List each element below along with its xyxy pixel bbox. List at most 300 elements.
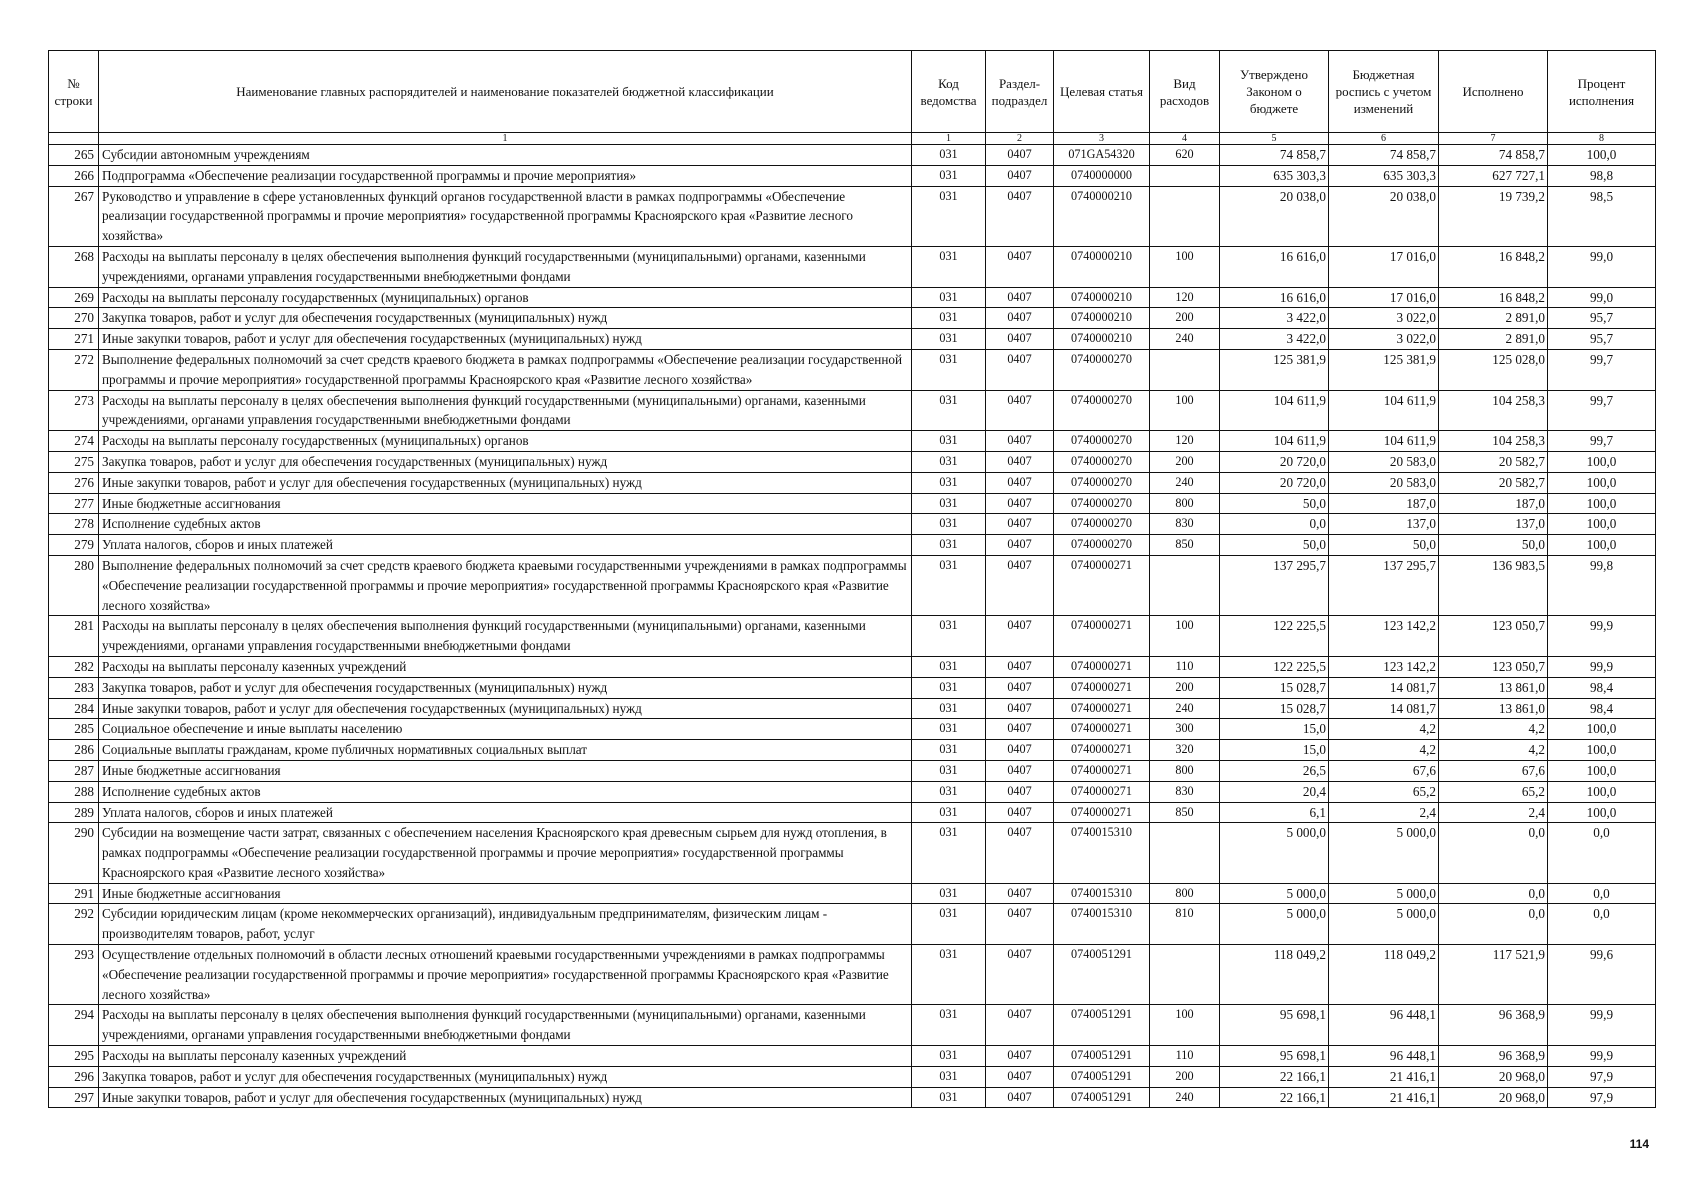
row-department-code: 031 — [912, 431, 986, 452]
row-section: 0407 — [986, 451, 1054, 472]
row-name: Иные бюджетные ассигнования — [99, 493, 912, 514]
header-approved: Утверждено Законом о бюджете — [1220, 51, 1329, 133]
row-number: 275 — [49, 451, 99, 472]
row-percent: 100,0 — [1548, 740, 1656, 761]
row-budget-schedule: 5 000,0 — [1329, 904, 1439, 945]
row-section: 0407 — [986, 165, 1054, 186]
row-executed: 13 861,0 — [1439, 698, 1548, 719]
row-section: 0407 — [986, 883, 1054, 904]
row-executed: 50,0 — [1439, 535, 1548, 556]
row-budget-schedule: 187,0 — [1329, 493, 1439, 514]
row-percent: 99,7 — [1548, 431, 1656, 452]
row-percent: 97,9 — [1548, 1087, 1656, 1108]
row-approved: 50,0 — [1220, 535, 1329, 556]
row-department-code: 031 — [912, 677, 986, 698]
row-budget-schedule: 104 611,9 — [1329, 431, 1439, 452]
row-executed: 2 891,0 — [1439, 308, 1548, 329]
page-number: 114 — [1629, 1137, 1649, 1151]
row-approved: 137 295,7 — [1220, 555, 1329, 615]
header-expense-type: Вид расходов — [1150, 51, 1220, 133]
row-department-code: 031 — [912, 246, 986, 287]
row-department-code: 031 — [912, 390, 986, 431]
row-number: 293 — [49, 945, 99, 1005]
row-name: Исполнение судебных актов — [99, 514, 912, 535]
row-executed: 96 368,9 — [1439, 1046, 1548, 1067]
row-expense-type: 320 — [1150, 740, 1220, 761]
row-target-item: 0740000270 — [1054, 431, 1150, 452]
row-number: 270 — [49, 308, 99, 329]
row-approved: 20 720,0 — [1220, 451, 1329, 472]
row-name: Руководство и управление в сфере установленных функций органов государственной власти в рамках подпрограммы «Обеспечение реализации государственной программы и прочие мероприятия» государственной программы Красноярского края «Развитие лесного хозяйства» — [99, 186, 912, 246]
row-percent: 98,4 — [1548, 677, 1656, 698]
row-budget-schedule: 123 142,2 — [1329, 656, 1439, 677]
row-percent: 99,9 — [1548, 656, 1656, 677]
row-section: 0407 — [986, 514, 1054, 535]
row-department-code: 031 — [912, 555, 986, 615]
row-executed: 136 983,5 — [1439, 555, 1548, 615]
row-percent: 100,0 — [1548, 451, 1656, 472]
table-row — [49, 677, 1656, 698]
table-body — [49, 145, 1656, 1108]
row-section: 0407 — [986, 719, 1054, 740]
row-name: Закупка товаров, работ и услуг для обеспечения государственных (муниципальных) нужд — [99, 451, 912, 472]
row-executed: 20 968,0 — [1439, 1066, 1548, 1087]
row-executed: 74 858,7 — [1439, 145, 1548, 166]
row-executed: 627 727,1 — [1439, 165, 1548, 186]
row-target-item: 0740000270 — [1054, 493, 1150, 514]
row-name: Расходы на выплаты персоналу в целях обеспечения выполнения функций государственными (муниципальными) органами, казенными учреждениями, органами управления государственными внебюджетными фондами — [99, 1005, 912, 1046]
row-executed: 123 050,7 — [1439, 656, 1548, 677]
row-executed: 4,2 — [1439, 719, 1548, 740]
table-row — [49, 451, 1656, 472]
row-name: Исполнение судебных актов — [99, 781, 912, 802]
row-approved: 95 698,1 — [1220, 1005, 1329, 1046]
row-section: 0407 — [986, 656, 1054, 677]
row-number: 290 — [49, 823, 99, 883]
row-executed: 16 848,2 — [1439, 246, 1548, 287]
row-expense-type: 800 — [1150, 883, 1220, 904]
row-percent: 100,0 — [1548, 145, 1656, 166]
row-expense-type: 830 — [1150, 514, 1220, 535]
row-expense-type — [1150, 823, 1220, 883]
row-budget-schedule: 65,2 — [1329, 781, 1439, 802]
table-row — [49, 823, 1656, 883]
row-number: 271 — [49, 329, 99, 350]
row-target-item: 0740051291 — [1054, 1066, 1150, 1087]
row-expense-type: 200 — [1150, 308, 1220, 329]
row-expense-type — [1150, 945, 1220, 1005]
row-target-item: 0740000270 — [1054, 451, 1150, 472]
row-expense-type: 100 — [1150, 246, 1220, 287]
row-expense-type: 830 — [1150, 781, 1220, 802]
row-number: 280 — [49, 555, 99, 615]
row-approved: 104 611,9 — [1220, 390, 1329, 431]
row-percent: 99,0 — [1548, 246, 1656, 287]
row-name: Субсидии на возмещение части затрат, связанных с обеспечением населения Красноярского края древесным сырьем для нужд отопления, в рамках подпрограммы «Обеспечение реализации государственной программы и прочие мероприятия» государственной программы Красноярского края «Развитие лесного хозяйства» — [99, 823, 912, 883]
table-row — [49, 802, 1656, 823]
row-expense-type — [1150, 186, 1220, 246]
row-number: 297 — [49, 1087, 99, 1108]
row-expense-type: 240 — [1150, 1087, 1220, 1108]
row-target-item: 071GA54320 — [1054, 145, 1150, 166]
row-budget-schedule: 123 142,2 — [1329, 616, 1439, 657]
row-department-code: 031 — [912, 656, 986, 677]
column-number: 7 — [1439, 133, 1548, 145]
row-target-item: 0740000271 — [1054, 719, 1150, 740]
row-name: Иные бюджетные ассигнования — [99, 760, 912, 781]
row-budget-schedule: 96 448,1 — [1329, 1005, 1439, 1046]
row-percent: 99,7 — [1548, 390, 1656, 431]
row-target-item: 0740051291 — [1054, 1087, 1150, 1108]
row-target-item: 0740051291 — [1054, 1005, 1150, 1046]
row-approved: 20 038,0 — [1220, 186, 1329, 246]
row-approved: 0,0 — [1220, 514, 1329, 535]
row-approved: 15 028,7 — [1220, 677, 1329, 698]
row-executed: 104 258,3 — [1439, 390, 1548, 431]
row-approved: 5 000,0 — [1220, 823, 1329, 883]
row-number: 268 — [49, 246, 99, 287]
row-percent: 99,9 — [1548, 1046, 1656, 1067]
row-name: Выполнение федеральных полномочий за счет средств краевого бюджета в рамках подпрограммы «Обеспечение реализации государственной программы и прочие мероприятия» государственной программы Красноярского края «Развитие лесного хозяйства» — [99, 349, 912, 390]
row-executed: 20 582,7 — [1439, 472, 1548, 493]
row-department-code: 031 — [912, 514, 986, 535]
row-approved: 3 422,0 — [1220, 329, 1329, 350]
row-number: 295 — [49, 1046, 99, 1067]
row-expense-type: 240 — [1150, 472, 1220, 493]
row-number: 292 — [49, 904, 99, 945]
row-target-item: 0740000270 — [1054, 472, 1150, 493]
table-row — [49, 431, 1656, 452]
row-percent: 99,0 — [1548, 287, 1656, 308]
row-name: Иные бюджетные ассигнования — [99, 883, 912, 904]
header-row-number: № строки — [49, 51, 99, 133]
row-number: 267 — [49, 186, 99, 246]
row-executed: 137,0 — [1439, 514, 1548, 535]
row-target-item: 0740000271 — [1054, 656, 1150, 677]
row-department-code: 031 — [912, 308, 986, 329]
row-approved: 15,0 — [1220, 719, 1329, 740]
row-target-item: 0740000271 — [1054, 740, 1150, 761]
row-executed: 0,0 — [1439, 904, 1548, 945]
row-approved: 122 225,5 — [1220, 656, 1329, 677]
row-approved: 5 000,0 — [1220, 904, 1329, 945]
row-department-code: 031 — [912, 1046, 986, 1067]
row-target-item: 0740000271 — [1054, 616, 1150, 657]
row-number: 282 — [49, 656, 99, 677]
row-expense-type: 120 — [1150, 431, 1220, 452]
row-number: 296 — [49, 1066, 99, 1087]
row-budget-schedule: 137,0 — [1329, 514, 1439, 535]
column-number: 6 — [1329, 133, 1439, 145]
row-target-item: 0740000210 — [1054, 246, 1150, 287]
row-budget-schedule: 125 381,9 — [1329, 349, 1439, 390]
row-percent: 99,7 — [1548, 349, 1656, 390]
row-number: 274 — [49, 431, 99, 452]
row-expense-type — [1150, 165, 1220, 186]
row-percent: 98,5 — [1548, 186, 1656, 246]
row-section: 0407 — [986, 823, 1054, 883]
row-target-item: 0740000271 — [1054, 802, 1150, 823]
column-number-row — [49, 133, 1656, 145]
row-number: 266 — [49, 165, 99, 186]
row-section: 0407 — [986, 904, 1054, 945]
row-number: 289 — [49, 802, 99, 823]
row-section: 0407 — [986, 1005, 1054, 1046]
row-name: Иные закупки товаров, работ и услуг для обеспечения государственных (муниципальных) нужд — [99, 329, 912, 350]
header-target-item: Целевая статья — [1054, 51, 1150, 133]
row-section: 0407 — [986, 677, 1054, 698]
row-executed: 0,0 — [1439, 883, 1548, 904]
row-department-code: 031 — [912, 472, 986, 493]
row-number: 291 — [49, 883, 99, 904]
row-section: 0407 — [986, 1087, 1054, 1108]
column-number — [49, 133, 99, 145]
row-percent: 100,0 — [1548, 781, 1656, 802]
row-percent: 97,9 — [1548, 1066, 1656, 1087]
table-row — [49, 349, 1656, 390]
row-budget-schedule: 21 416,1 — [1329, 1066, 1439, 1087]
row-section: 0407 — [986, 308, 1054, 329]
row-budget-schedule: 50,0 — [1329, 535, 1439, 556]
row-expense-type: 110 — [1150, 1046, 1220, 1067]
table-row — [49, 781, 1656, 802]
row-expense-type — [1150, 349, 1220, 390]
row-budget-schedule: 3 022,0 — [1329, 329, 1439, 350]
row-budget-schedule: 4,2 — [1329, 719, 1439, 740]
column-number: 8 — [1548, 133, 1656, 145]
row-name: Расходы на выплаты персоналу государственных (муниципальных) органов — [99, 287, 912, 308]
row-name: Субсидии юридическим лицам (кроме некоммерческих организаций), индивидуальным предпринимателям, физическим лицам - производителям товаров, работ, услуг — [99, 904, 912, 945]
column-number: 3 — [1054, 133, 1150, 145]
row-section: 0407 — [986, 493, 1054, 514]
row-target-item: 0740000000 — [1054, 165, 1150, 186]
row-budget-schedule: 137 295,7 — [1329, 555, 1439, 615]
row-executed: 19 739,2 — [1439, 186, 1548, 246]
row-section: 0407 — [986, 945, 1054, 1005]
row-section: 0407 — [986, 186, 1054, 246]
row-name: Закупка товаров, работ и услуг для обеспечения государственных (муниципальных) нужд — [99, 677, 912, 698]
row-expense-type: 110 — [1150, 656, 1220, 677]
row-department-code: 031 — [912, 823, 986, 883]
row-expense-type: 810 — [1150, 904, 1220, 945]
row-approved: 104 611,9 — [1220, 431, 1329, 452]
row-budget-schedule: 2,4 — [1329, 802, 1439, 823]
row-department-code: 031 — [912, 535, 986, 556]
row-target-item: 0740000271 — [1054, 760, 1150, 781]
row-expense-type: 100 — [1150, 616, 1220, 657]
row-target-item: 0740000271 — [1054, 781, 1150, 802]
table-row — [49, 535, 1656, 556]
row-department-code: 031 — [912, 698, 986, 719]
row-section: 0407 — [986, 349, 1054, 390]
column-number: 2 — [986, 133, 1054, 145]
row-expense-type: 200 — [1150, 1066, 1220, 1087]
row-section: 0407 — [986, 287, 1054, 308]
row-percent: 100,0 — [1548, 760, 1656, 781]
row-percent: 100,0 — [1548, 719, 1656, 740]
row-expense-type: 240 — [1150, 698, 1220, 719]
row-percent: 100,0 — [1548, 472, 1656, 493]
row-expense-type: 850 — [1150, 535, 1220, 556]
row-executed: 20 582,7 — [1439, 451, 1548, 472]
row-expense-type: 800 — [1150, 760, 1220, 781]
table-row — [49, 145, 1656, 166]
row-section: 0407 — [986, 472, 1054, 493]
row-section: 0407 — [986, 740, 1054, 761]
row-number: 285 — [49, 719, 99, 740]
row-percent: 0,0 — [1548, 883, 1656, 904]
row-percent: 98,4 — [1548, 698, 1656, 719]
table-header-row — [49, 51, 1656, 133]
column-number: 5 — [1220, 133, 1329, 145]
table-row — [49, 186, 1656, 246]
table-row — [49, 165, 1656, 186]
row-budget-schedule: 118 049,2 — [1329, 945, 1439, 1005]
row-expense-type: 850 — [1150, 802, 1220, 823]
row-executed: 125 028,0 — [1439, 349, 1548, 390]
row-department-code: 031 — [912, 760, 986, 781]
row-name: Закупка товаров, работ и услуг для обеспечения государственных (муниципальных) нужд — [99, 308, 912, 329]
row-section: 0407 — [986, 431, 1054, 452]
row-budget-schedule: 17 016,0 — [1329, 287, 1439, 308]
row-section: 0407 — [986, 781, 1054, 802]
row-department-code: 031 — [912, 145, 986, 166]
table-row — [49, 1087, 1656, 1108]
row-department-code: 031 — [912, 1005, 986, 1046]
row-name: Иные закупки товаров, работ и услуг для обеспечения государственных (муниципальных) нужд — [99, 698, 912, 719]
table-row — [49, 1066, 1656, 1087]
row-section: 0407 — [986, 246, 1054, 287]
row-section: 0407 — [986, 616, 1054, 657]
row-budget-schedule: 5 000,0 — [1329, 883, 1439, 904]
row-executed: 0,0 — [1439, 823, 1548, 883]
row-section: 0407 — [986, 390, 1054, 431]
row-name: Расходы на выплаты персоналу в целях обеспечения выполнения функций государственными (муниципальными) органами, казенными учреждениями, органами управления государственными внебюджетными фондами — [99, 616, 912, 657]
row-department-code: 031 — [912, 329, 986, 350]
header-name: Наименование главных распорядителей и наименование показателей бюджетной классификации — [99, 51, 912, 133]
row-name: Социальные выплаты гражданам, кроме публичных нормативных социальных выплат — [99, 740, 912, 761]
row-department-code: 031 — [912, 451, 986, 472]
row-target-item: 0740000270 — [1054, 390, 1150, 431]
table-row — [49, 555, 1656, 615]
row-expense-type — [1150, 555, 1220, 615]
row-number: 286 — [49, 740, 99, 761]
row-approved: 22 166,1 — [1220, 1066, 1329, 1087]
row-approved: 20 720,0 — [1220, 472, 1329, 493]
row-approved: 50,0 — [1220, 493, 1329, 514]
row-section: 0407 — [986, 698, 1054, 719]
row-percent: 100,0 — [1548, 514, 1656, 535]
row-section: 0407 — [986, 329, 1054, 350]
row-name: Субсидии автономным учреждениям — [99, 145, 912, 166]
row-name: Иные закупки товаров, работ и услуг для обеспечения государственных (муниципальных) нужд — [99, 472, 912, 493]
table-row — [49, 308, 1656, 329]
row-expense-type: 200 — [1150, 677, 1220, 698]
row-budget-schedule: 21 416,1 — [1329, 1087, 1439, 1108]
row-department-code: 031 — [912, 945, 986, 1005]
row-name: Расходы на выплаты персоналу в целях обеспечения выполнения функций государственными (муниципальными) органами, казенными учреждениями, органами управления государственными внебюджетными фондами — [99, 390, 912, 431]
row-section: 0407 — [986, 145, 1054, 166]
row-department-code: 031 — [912, 165, 986, 186]
row-executed: 123 050,7 — [1439, 616, 1548, 657]
row-number: 281 — [49, 616, 99, 657]
row-number: 276 — [49, 472, 99, 493]
row-executed: 20 968,0 — [1439, 1087, 1548, 1108]
row-target-item: 0740000210 — [1054, 308, 1150, 329]
row-expense-type: 800 — [1150, 493, 1220, 514]
row-name: Социальное обеспечение и иные выплаты населению — [99, 719, 912, 740]
row-number: 269 — [49, 287, 99, 308]
row-approved: 95 698,1 — [1220, 1046, 1329, 1067]
row-name: Расходы на выплаты персоналу в целях обеспечения выполнения функций государственными (муниципальными) органами, казенными учреждениями, органами управления государственными внебюджетными фондами — [99, 246, 912, 287]
row-percent: 0,0 — [1548, 904, 1656, 945]
row-percent: 100,0 — [1548, 493, 1656, 514]
row-name: Расходы на выплаты персоналу государственных (муниципальных) органов — [99, 431, 912, 452]
column-number: 1 — [99, 133, 912, 145]
header-budget-schedule: Бюджетная роспись с учетом изменений — [1329, 51, 1439, 133]
row-approved: 16 616,0 — [1220, 246, 1329, 287]
row-target-item: 0740000210 — [1054, 186, 1150, 246]
row-expense-type: 200 — [1150, 451, 1220, 472]
row-number: 294 — [49, 1005, 99, 1046]
row-executed: 96 368,9 — [1439, 1005, 1548, 1046]
row-department-code: 031 — [912, 287, 986, 308]
row-target-item: 0740000270 — [1054, 535, 1150, 556]
row-number: 272 — [49, 349, 99, 390]
row-executed: 2,4 — [1439, 802, 1548, 823]
row-budget-schedule: 104 611,9 — [1329, 390, 1439, 431]
row-department-code: 031 — [912, 904, 986, 945]
table-row — [49, 945, 1656, 1005]
budget-table-sheet — [48, 50, 1655, 1108]
table-row — [49, 719, 1656, 740]
column-number: 4 — [1150, 133, 1220, 145]
row-department-code: 031 — [912, 1087, 986, 1108]
row-number: 265 — [49, 145, 99, 166]
row-name: Расходы на выплаты персоналу казенных учреждений — [99, 656, 912, 677]
row-budget-schedule: 635 303,3 — [1329, 165, 1439, 186]
row-number: 283 — [49, 677, 99, 698]
row-number: 288 — [49, 781, 99, 802]
row-executed: 16 848,2 — [1439, 287, 1548, 308]
row-approved: 6,1 — [1220, 802, 1329, 823]
row-target-item: 0740000270 — [1054, 349, 1150, 390]
row-name: Иные закупки товаров, работ и услуг для обеспечения государственных (муниципальных) нужд — [99, 1087, 912, 1108]
row-budget-schedule: 5 000,0 — [1329, 823, 1439, 883]
row-target-item: 0740000270 — [1054, 514, 1150, 535]
table-row — [49, 472, 1656, 493]
row-target-item: 0740015310 — [1054, 883, 1150, 904]
row-department-code: 031 — [912, 802, 986, 823]
row-expense-type: 240 — [1150, 329, 1220, 350]
table-row — [49, 493, 1656, 514]
row-target-item: 0740000210 — [1054, 287, 1150, 308]
row-budget-schedule: 3 022,0 — [1329, 308, 1439, 329]
row-percent: 100,0 — [1548, 535, 1656, 556]
row-section: 0407 — [986, 1066, 1054, 1087]
row-executed: 117 521,9 — [1439, 945, 1548, 1005]
table-row — [49, 246, 1656, 287]
row-executed: 104 258,3 — [1439, 431, 1548, 452]
row-budget-schedule: 17 016,0 — [1329, 246, 1439, 287]
row-budget-schedule: 4,2 — [1329, 740, 1439, 761]
table-row — [49, 1046, 1656, 1067]
row-name: Закупка товаров, работ и услуг для обеспечения государственных (муниципальных) нужд — [99, 1066, 912, 1087]
row-department-code: 031 — [912, 616, 986, 657]
row-executed: 4,2 — [1439, 740, 1548, 761]
table-row — [49, 616, 1656, 657]
row-budget-schedule: 67,6 — [1329, 760, 1439, 781]
